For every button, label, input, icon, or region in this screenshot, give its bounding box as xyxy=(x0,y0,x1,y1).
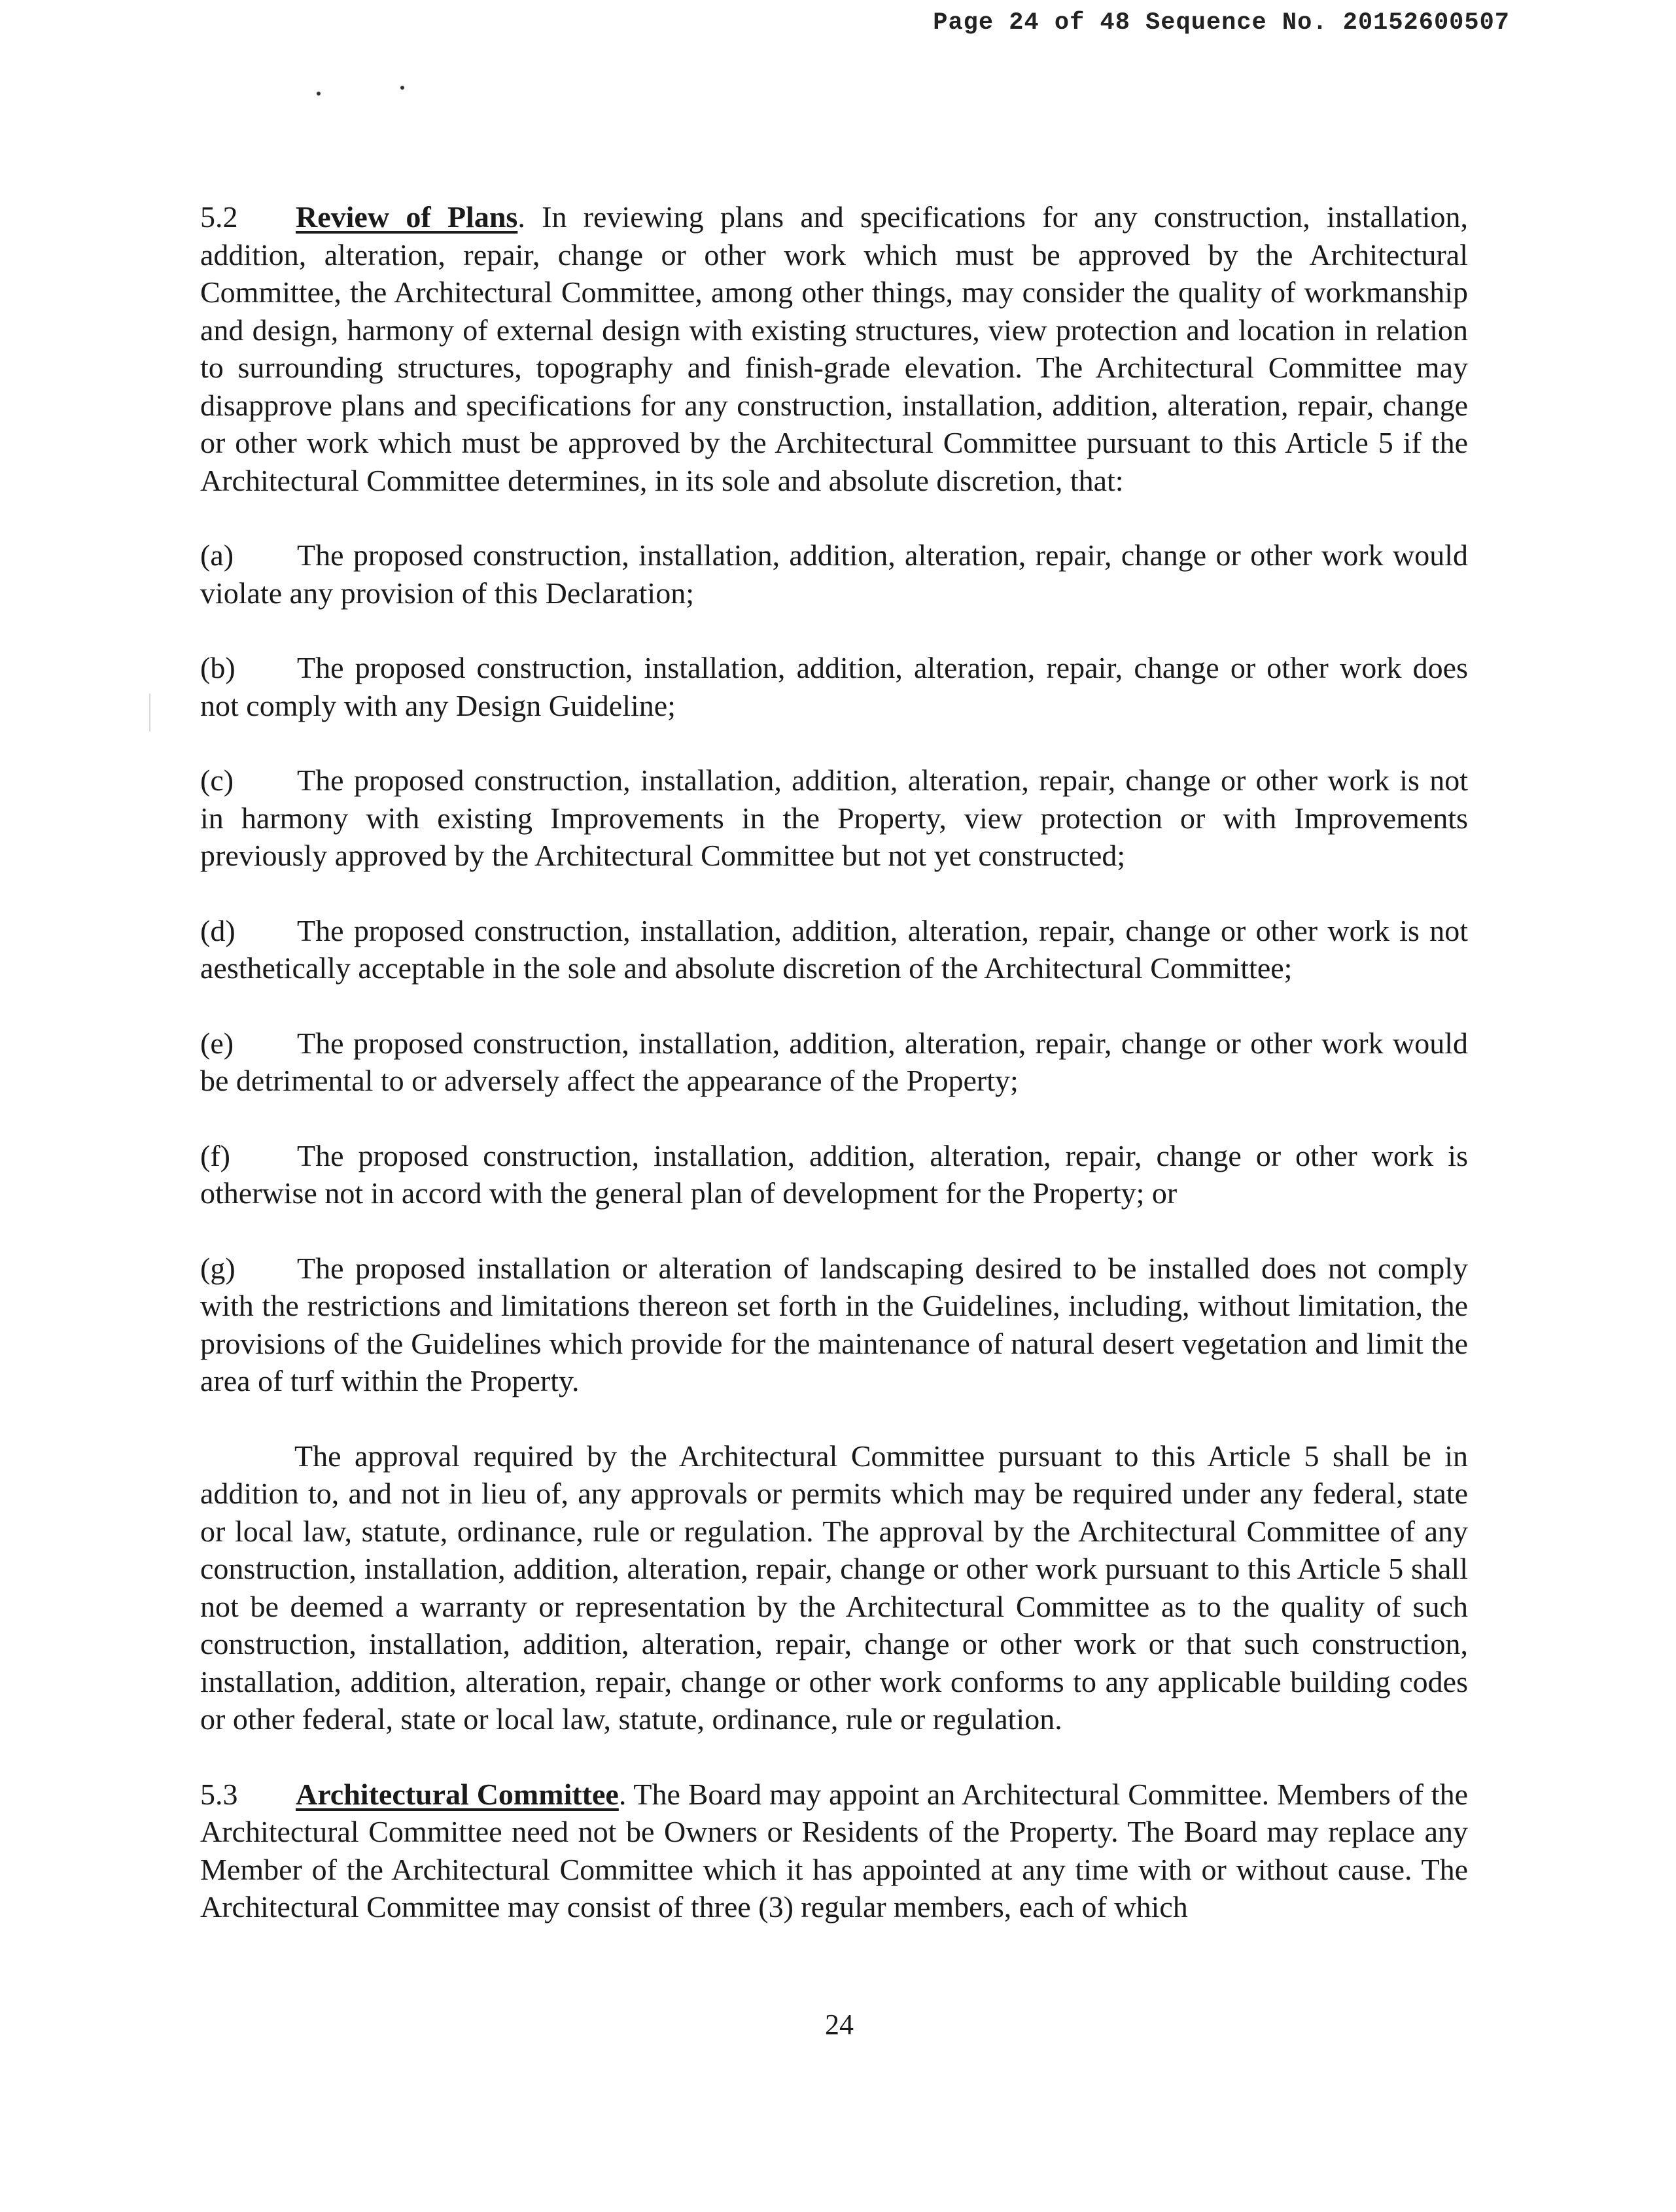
list-item-a xyxy=(200,536,1468,612)
section-5-3 xyxy=(200,1776,1468,1926)
item-text: The proposed construction, installation, addition, alteration, repair, change or other work is not aesthetically acceptable in the sole and absolute discretion of the Architectural Committee; xyxy=(200,913,1468,985)
section-number: 5.2 xyxy=(200,200,238,234)
page-number: 24 xyxy=(825,2009,854,2041)
list-item-g xyxy=(200,1250,1468,1400)
item-label: (b) xyxy=(200,651,236,684)
item-label: (g) xyxy=(200,1251,236,1285)
item-text: The proposed construction, installation, addition, alteration, repair, change or other work is otherwise not in accord with the general plan of development for the Property; or xyxy=(200,1138,1468,1210)
scan-speck xyxy=(400,86,404,90)
item-text: The proposed construction, installation, addition, alteration, repair, change or other work does not comply with any Design Guideline; xyxy=(200,651,1468,722)
item-text: The proposed installation or alteration of landscaping desired to be installed does not comply with the restrictions and limitations thereon set forth in the Guidelines, including, without limitation, the provisions of the Guidelines which provide for the maintenance of natural desert vegetation and limit the area of turf within the Property. xyxy=(200,1251,1468,1397)
item-label: (e) xyxy=(200,1026,234,1060)
section-5-2 xyxy=(200,198,1468,499)
item-text: The proposed construction, installation, addition, alteration, repair, change or other work is not in harmony with existing Improvements in the Property, view protection or with Improvements previously approved by the Architectural Committee but not yet constructed; xyxy=(200,764,1468,872)
item-text: The proposed construction, installation, addition, alteration, repair, change or other work would be detrimental to or adversely affect the appearance of the Property; xyxy=(200,1026,1468,1097)
document-body xyxy=(200,198,1468,1926)
approval-paragraph: The approval required by the Architectural Committee pursuant to this Article 5 shall be in addition to, and not in lieu of, any approvals or permits which may be required under any federal, state or local law, statute, ordinance, rule or regulation. The approval by the Architectural Committee of any construction, installation, addition, alteration, repair, change or other work pursuant to this Article 5 shall not be deemed a warranty or representation by the Architectural Committee as to the quality of such construction, installation, addition, alteration, repair, change or other work or that such construction, installation, addition, alteration, repair, change or other work conforms to any applicable building codes or other federal, state or local law, statute, ordinance, rule or regulation. xyxy=(200,1439,1468,1736)
scan-mark xyxy=(149,693,150,731)
section-text: . In reviewing plans and specifications for any construction, installation, addition, alteration, repair, change or other work which must be approved by the Architectural Committee, the Architectural Committee, among other things, may consider the quality of workmanship and design, harmony of external design with existing structures, view protection and location in relation to surrounding structures, topography and finish-grade elevation. The Architectural Committee may disapprove plans and specifications for any construction, installation, addition, alteration, repair, change or other work which must be approved by the Architectural Committee pursuant to this Article 5 if the Architectural Committee determines, in its sole and absolute discretion, that: xyxy=(200,200,1468,497)
list-item-f xyxy=(200,1137,1468,1212)
sequence-stamp: Page 24 of 48 Sequence No. 20152600507 xyxy=(933,9,1510,37)
item-label: (c) xyxy=(200,764,234,797)
item-label: (d) xyxy=(200,913,236,947)
section-heading: Review of Plans xyxy=(296,200,518,234)
list-item-b xyxy=(200,649,1468,724)
section-heading: Architectural Committee xyxy=(296,1777,619,1811)
section-number: 5.3 xyxy=(200,1777,238,1811)
item-label: (a) xyxy=(200,538,234,572)
item-text: The proposed construction, installation, addition, alteration, repair, change or other work would violate any provision of this Declaration; xyxy=(200,538,1468,610)
list-item-e xyxy=(200,1025,1468,1100)
scan-speck xyxy=(317,92,321,96)
list-item-c xyxy=(200,762,1468,875)
item-label: (f) xyxy=(200,1138,230,1172)
list-item-d xyxy=(200,912,1468,987)
section-text: . The Board may appoint an Architectural Committee. Members of the Architectural Committee need not be Owners or Residents of the Property. The Board may replace any Member of the Architectural Committee which it has appointed at any time with or without cause. The Architectural Committee may consist of three (3) regular members, each of which xyxy=(200,1777,1469,1923)
